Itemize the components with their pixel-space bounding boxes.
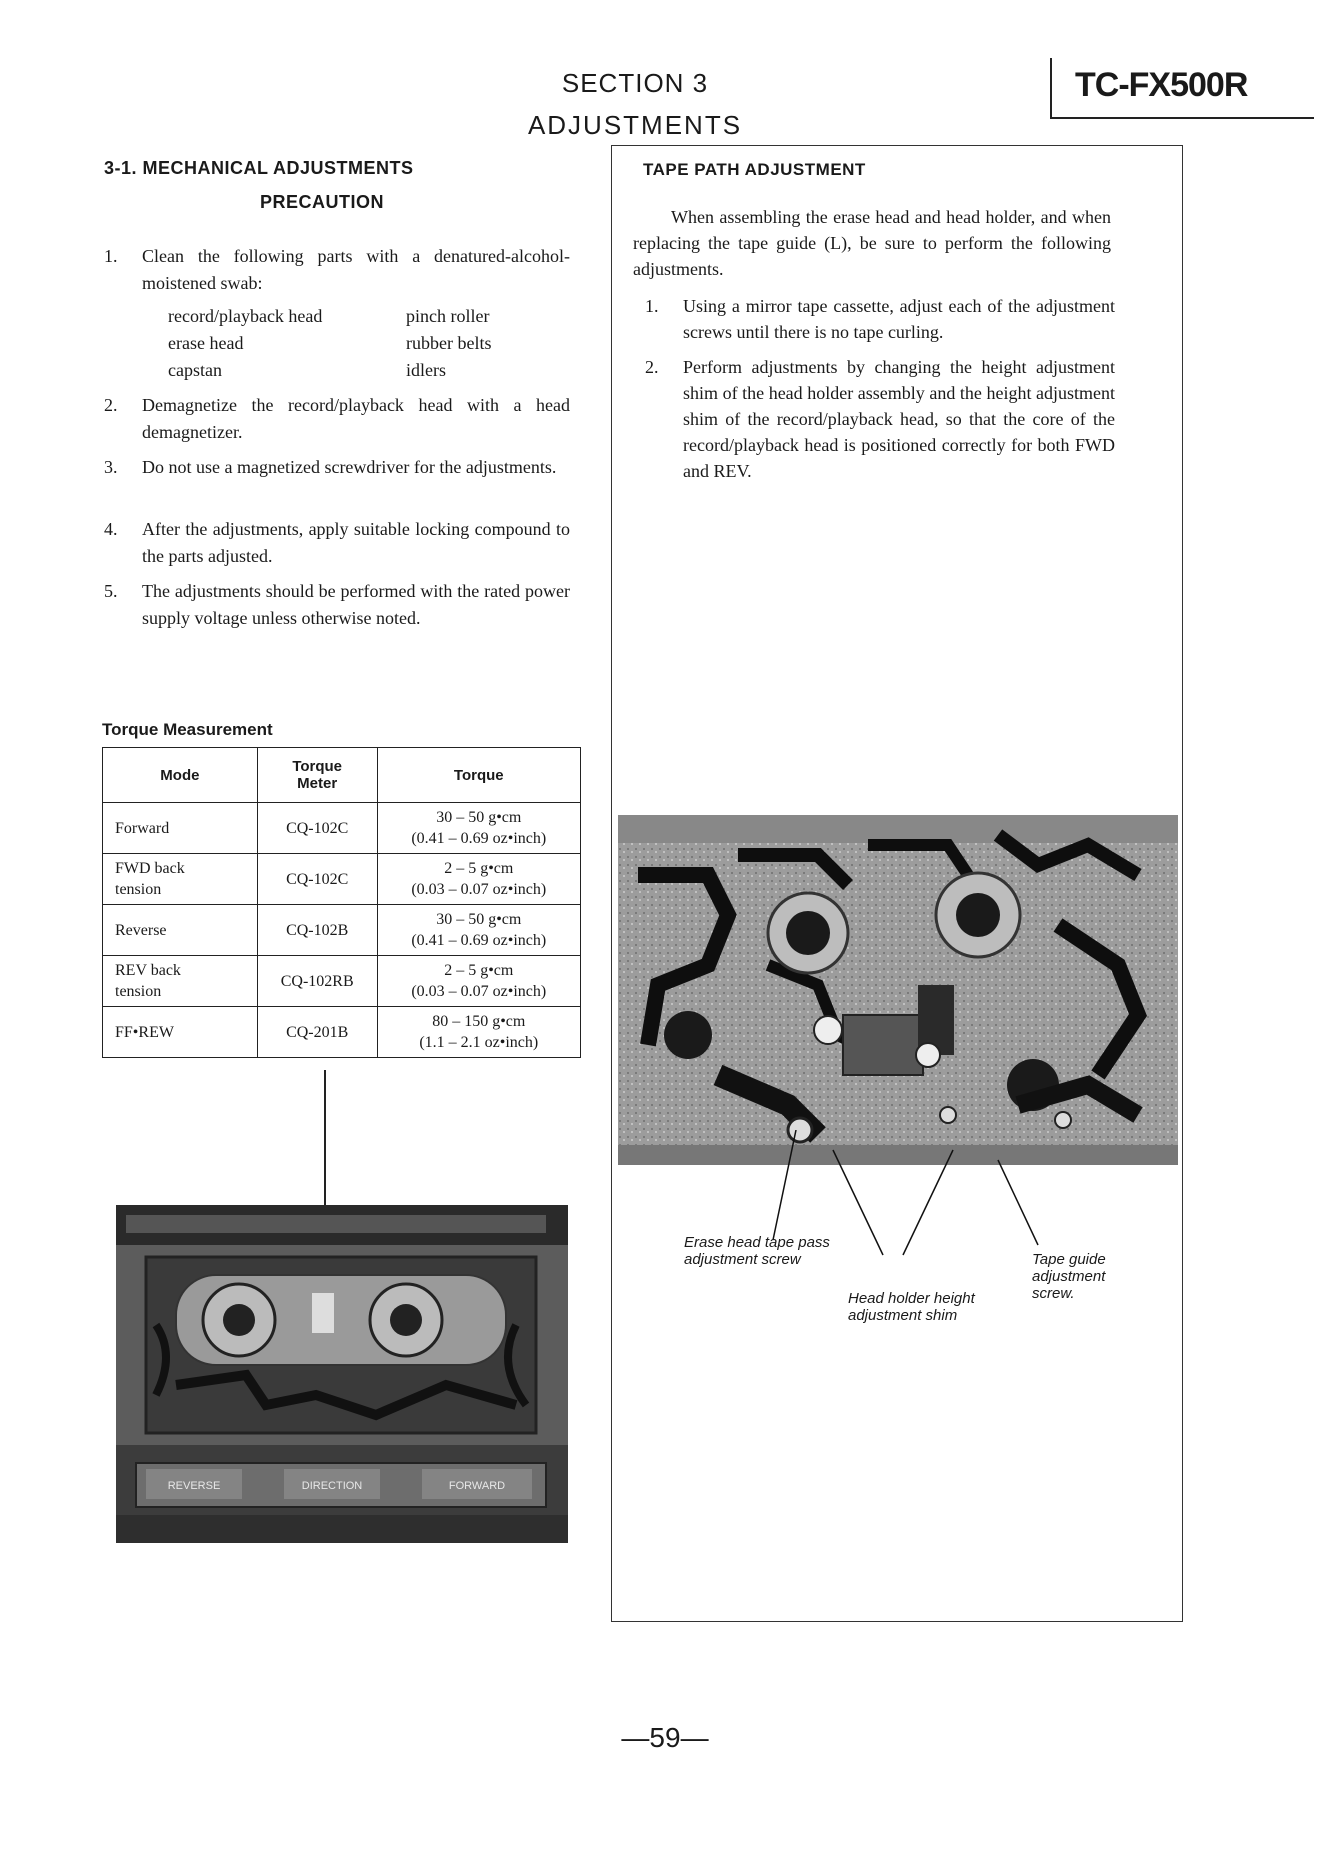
torque-cell: 2 – 5 g•cm (0.03 – 0.07 oz•inch) bbox=[377, 956, 580, 1007]
item-text: Clean the following parts with a denatured-alcohol-moistened swab: bbox=[142, 246, 570, 293]
precaution-item bbox=[104, 578, 570, 662]
torque-cell: 30 – 50 g•cm (0.41 – 0.69 oz•inch) bbox=[377, 803, 580, 854]
meter-cell: CQ-102B bbox=[257, 905, 377, 956]
part-item: record/playback head bbox=[168, 306, 323, 326]
item-number: 5. bbox=[104, 581, 118, 601]
item-number: 1. bbox=[104, 246, 118, 266]
item-number: 2. bbox=[104, 395, 118, 415]
leader-line bbox=[324, 1070, 326, 1205]
meter-cell: CQ-102RB bbox=[257, 956, 377, 1007]
item-text: Perform adjustments by changing the height adjustment shim of the head holder assembly and the height adjustment shim of the record/playback head, so that the core of the record/playback head is positioned correctly for both FWD and REV. bbox=[683, 357, 1115, 481]
column-header-meter: Torque Meter bbox=[257, 748, 377, 803]
precaution-item bbox=[104, 516, 570, 572]
item-number: 3. bbox=[104, 457, 118, 477]
forward-button-label: FORWARD bbox=[448, 1480, 506, 1492]
meter-cell: CQ-102C bbox=[257, 854, 377, 905]
part-item: capstan bbox=[168, 360, 222, 380]
precaution-item bbox=[104, 392, 570, 448]
mechanical-adjustments-heading: 3-1. MECHANICAL ADJUSTMENTS bbox=[104, 158, 414, 178]
direction-label: DIRECTION bbox=[301, 1480, 363, 1492]
cassette-deck-photo bbox=[116, 1205, 568, 1543]
tape-path-adjustment-heading: TAPE PATH ADJUSTMENT bbox=[643, 160, 866, 179]
table-row bbox=[103, 803, 581, 854]
tape-guide-callout: Tape guide adjustment screw. bbox=[1032, 1251, 1106, 1302]
precaution-item bbox=[104, 454, 570, 510]
tape-path-intro: When assembling the erase head and head holder, and when replacing the tape guide (L), be sure to perform the following adjustments. bbox=[633, 207, 1111, 279]
erase-head-callout: Erase head tape pass adjustment screw bbox=[684, 1234, 830, 1268]
part-item: rubber belts bbox=[406, 333, 492, 353]
precaution-heading: PRECAUTION bbox=[260, 192, 385, 212]
meter-cell: CQ-201B bbox=[257, 1007, 377, 1058]
column-header-torque: Torque bbox=[377, 748, 580, 803]
mode-cell: Forward bbox=[103, 803, 258, 854]
torque-cell: 30 – 50 g•cm (0.41 – 0.69 oz•inch) bbox=[377, 905, 580, 956]
torque-cell: 2 – 5 g•cm (0.03 – 0.07 oz•inch) bbox=[377, 854, 580, 905]
precaution-item bbox=[104, 243, 570, 299]
item-text: After the adjustments, apply suitable locking compound to the parts adjusted. bbox=[142, 519, 570, 566]
reverse-button-label: REVERSE bbox=[167, 1480, 221, 1492]
item-text: The adjustments should be performed with the rated power supply voltage unless otherwise noted. bbox=[142, 581, 570, 628]
mode-cell: FWD back tension bbox=[103, 854, 258, 905]
part-item: idlers bbox=[406, 360, 446, 380]
section-number: SECTION 3 bbox=[561, 68, 709, 98]
table-row bbox=[103, 1007, 581, 1058]
model-divider-vertical bbox=[1050, 58, 1052, 118]
table-row bbox=[103, 956, 581, 1007]
section-title: ADJUSTMENTS bbox=[527, 110, 743, 140]
tape-mechanism-photo bbox=[618, 815, 1178, 1165]
model-divider-horizontal bbox=[1050, 117, 1314, 119]
tape-path-item bbox=[645, 293, 1115, 349]
table-header-row bbox=[103, 748, 581, 803]
torque-table bbox=[102, 747, 581, 1058]
torque-cell: 80 – 150 g•cm (1.1 – 2.1 oz•inch) bbox=[377, 1007, 580, 1058]
parts-list-col2 bbox=[406, 303, 491, 384]
mode-cell: REV back tension bbox=[103, 956, 258, 1007]
column-header-mode: Mode bbox=[103, 748, 258, 803]
table-row bbox=[103, 905, 581, 956]
item-number: 1. bbox=[645, 296, 659, 316]
torque-measurement-heading: Torque Measurement bbox=[102, 720, 273, 739]
model-name: TC-FX500R bbox=[1075, 66, 1248, 104]
part-item: pinch roller bbox=[406, 306, 490, 326]
mode-cell: Reverse bbox=[103, 905, 258, 956]
item-text: Demagnetize the record/playback head with a head demagnetizer. bbox=[142, 395, 570, 442]
item-text: Do not use a magnetized screwdriver for the adjustments. bbox=[142, 457, 557, 477]
page-number: —59— bbox=[621, 1722, 709, 1753]
item-number: 2. bbox=[645, 357, 659, 377]
table-row bbox=[103, 854, 581, 905]
part-item: erase head bbox=[168, 333, 244, 353]
tape-path-item bbox=[645, 354, 1115, 490]
mode-cell: FF•REW bbox=[103, 1007, 258, 1058]
item-number: 4. bbox=[104, 519, 118, 539]
item-text: Using a mirror tape cassette, adjust each of the adjustment screws until there is no tape curling. bbox=[683, 296, 1115, 342]
meter-cell: CQ-102C bbox=[257, 803, 377, 854]
head-holder-callout: Head holder height adjustment shim bbox=[848, 1290, 975, 1324]
parts-list-col1 bbox=[168, 303, 322, 384]
